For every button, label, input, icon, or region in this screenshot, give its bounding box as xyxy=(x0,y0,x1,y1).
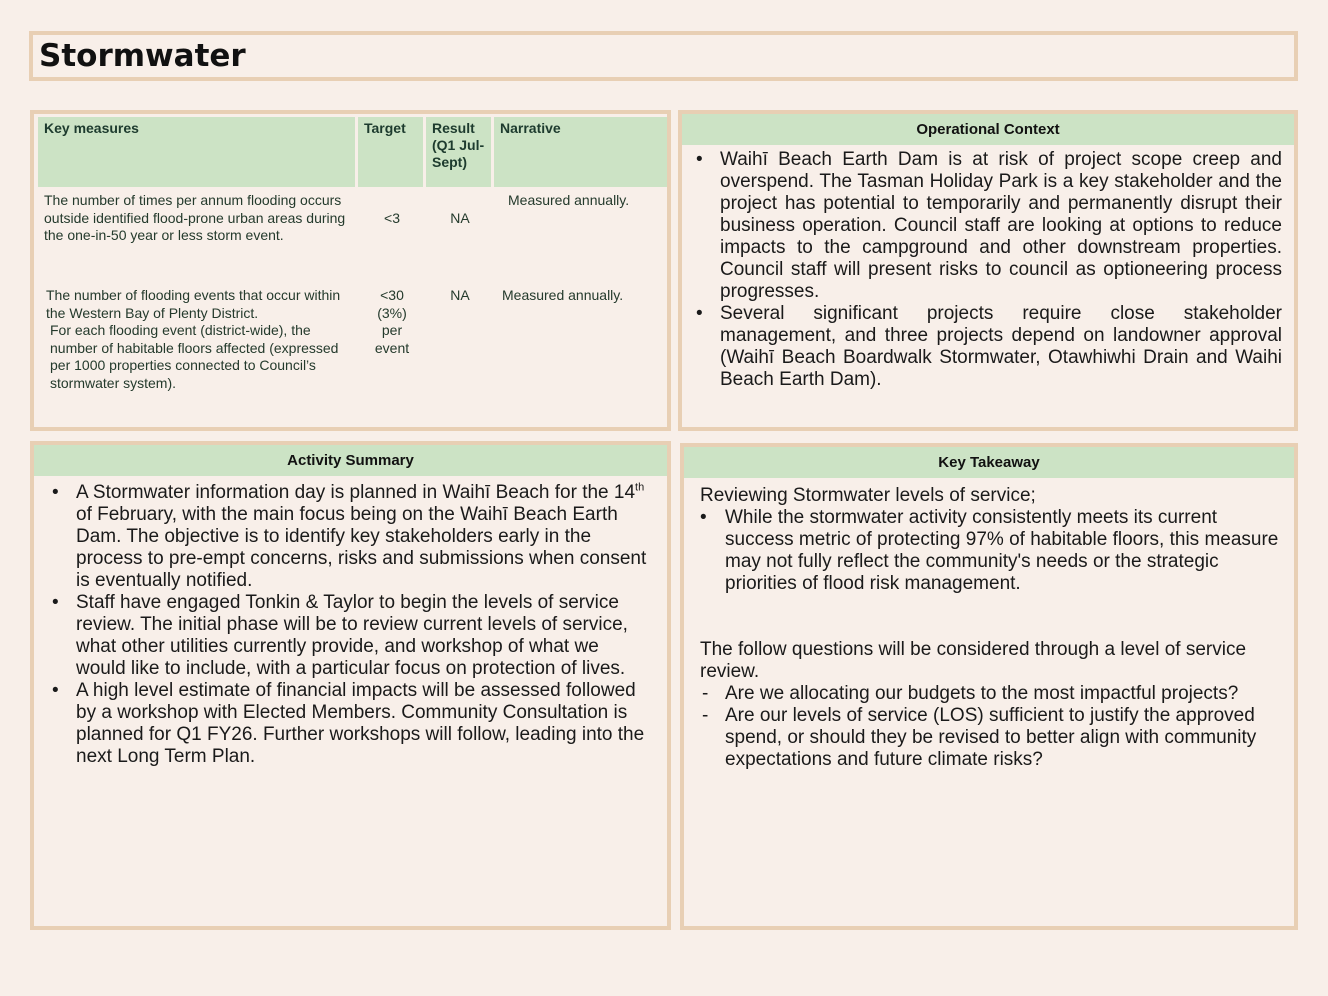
table-row xyxy=(38,285,667,395)
item-text: of February, with the main focus being on the Waihī Beach Earth Dam. The objective is to identify key stakeholders early in the process to pre-empt concerns, risks and submissions when consent is eventually notified. xyxy=(76,504,647,591)
list-item: • A high level estimate of financial impacts will be assessed followed by a workshop with Elected Members. Community Consultation is planned for Q1 FY26. Further workshops will follow, leading into the next Long Term Plan. xyxy=(50,680,653,768)
questions-intro: The follow questions will be considered through a level of service review. xyxy=(700,639,1247,682)
list-item xyxy=(50,482,653,592)
table-header xyxy=(38,117,667,187)
item-text: A Stormwater information day is planned in Waihī Beach for the 14 xyxy=(76,482,636,503)
operational-context-list xyxy=(682,145,1294,391)
measure-text-a: The number of flooding events that occur within the Western Bay of Plenty District. xyxy=(46,287,341,321)
activity-summary-heading: Activity Summary xyxy=(34,445,667,476)
questions-list xyxy=(700,683,1280,771)
header-key-measures: Key measures xyxy=(38,117,358,187)
operational-context-panel xyxy=(678,110,1298,431)
title-box xyxy=(29,31,1298,81)
takeaway-intro: Reviewing Stormwater levels of service; xyxy=(700,485,1036,506)
list-item: • Waihī Beach Earth Dam is at risk of project scope creep and overspend. The Tasman Holiday Park is a key stakeholder and the project has potential to temporarily and permanently disrupt their business operation. Council staff are looking at options to reduce impacts to the campground and other downstream properties. Council staff will present risks to council as optioneering process progresses. xyxy=(694,149,1282,303)
list-item: • Several significant projects require close stakeholder management, and three projects depend on landowner approval (Waihī Beach Boardwalk Stormwater, Otawhiwhi Drain and Waihi Beach Earth Dam). xyxy=(694,303,1282,391)
key-takeaway-heading: Key Takeaway xyxy=(684,447,1294,478)
result-cell: NA xyxy=(450,287,470,303)
table-row xyxy=(38,190,667,285)
activity-summary-list xyxy=(34,476,667,768)
narrative-cell: Measured annually. xyxy=(502,287,624,303)
takeaway-bullets xyxy=(700,507,1280,595)
page-title: Stormwater xyxy=(39,38,246,74)
list-item: • Staff have engaged Tonkin & Taylor to begin the levels of service review. The initial phase will be to review current levels of service, what other utilities currently provide, and workshop of what we would like to include, with a particular focus on protection of lives. xyxy=(50,592,653,680)
measure-cell xyxy=(38,285,358,395)
key-takeaway-body xyxy=(684,478,1294,771)
header-narrative: Narrative xyxy=(500,120,561,136)
key-takeaway-panel xyxy=(680,443,1298,930)
header-target: Target xyxy=(358,117,426,187)
target-cell: <3 xyxy=(384,210,400,226)
key-measures-table xyxy=(38,117,667,395)
operational-context-heading: Operational Context xyxy=(682,114,1294,145)
key-measures-panel xyxy=(30,110,671,431)
measure-text-b: For each flooding event (district-wide), the number of habitable floors affected (expressed per 1000 properties connected to Council’s stormwater system). xyxy=(50,322,339,391)
target-cell: <30 (3%) per event xyxy=(374,287,410,356)
narrative-cell: Measured annually. xyxy=(508,192,630,208)
result-cell: NA xyxy=(450,210,470,226)
activity-summary-panel xyxy=(30,441,671,930)
superscript: th xyxy=(635,481,645,494)
list-item: - Are we allocating our budgets to the most impactful projects? xyxy=(700,683,1280,705)
measure-cell: The number of times per annum flooding occurs outside identified flood-prone urban areas during the one-in-50 year or less storm event. xyxy=(44,192,346,244)
list-item: • While the stormwater activity consistently meets its current success metric of protecting 97% of habitable floors, this measure may not fully reflect the community's needs or the strategic priorities of flood risk management. xyxy=(700,507,1280,595)
header-result: Result (Q1 Jul-Sept) xyxy=(426,117,494,187)
list-item: - Are our levels of service (LOS) sufficient to justify the approved spend, or should they be revised to better align with community expectations and future climate risks? xyxy=(700,705,1280,771)
